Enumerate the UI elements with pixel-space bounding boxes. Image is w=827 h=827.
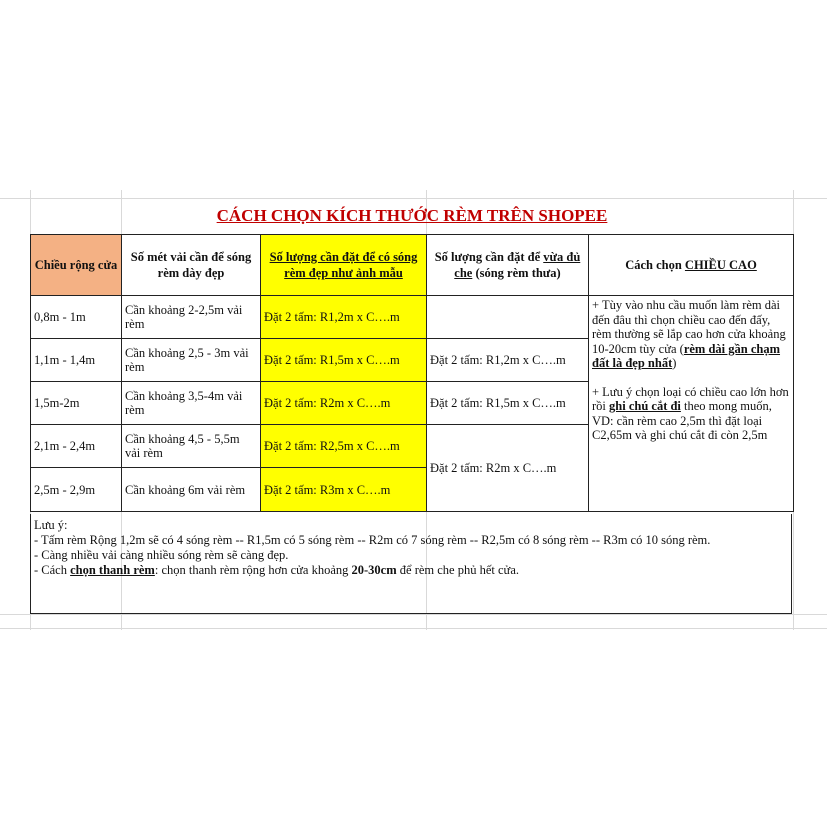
cell-nice-order: Đặt 2 tấm: R3m x C….m [261,468,427,512]
notes-line: - Càng nhiều vải càng nhiều sóng rèm sẽ càng đẹp. [34,548,289,562]
notes-line: - Tấm rèm Rộng 1,2m sẽ có 4 sóng rèm -- R1,5m có 5 sóng rèm -- R2m có 7 sóng rèm -- R2,5m có 8 sóng rèm -- R3m có 10 sóng rèm. [34,533,711,547]
cell-fabric: Cần khoảng 3,5-4m vải rèm [122,382,261,425]
cell-enough-order: Đặt 2 tấm: R2m x C….m [427,425,589,512]
cell-nice-order: Đặt 2 tấm: R2,5m x C….m [261,425,427,468]
header-row [31,235,794,296]
header-nice-order: Số lượng cần đặt để có sóng rèm đẹp như ảnh mẫu [261,235,427,296]
cell-width: 2,5m - 2,9m [31,468,122,512]
cell-fabric: Cần khoảng 2,5 - 3m vải rèm [122,339,261,382]
cell-enough-order: Đặt 2 tấm: R1,5m x C….m [427,382,589,425]
cell-fabric: Cần khoảng 6m vải rèm [122,468,261,512]
header-enough-order: Số lượng cần đặt để vừa đủ che (sóng rèm thưa) [427,235,589,296]
cell-nice-order: Đặt 2 tấm: R2m x C….m [261,382,427,425]
table-row [31,296,794,339]
gridline [0,198,827,199]
cell-enough-order: Đặt 2 tấm: R1,2m x C….m [427,339,589,382]
gridline [0,614,827,615]
cell-enough-order [427,296,589,339]
notes-line: - Cách chọn thanh rèm: chọn thanh rèm rộng hơn cửa khoảng 20-30cm để rèm che phủ hết cửa. [34,563,519,577]
header-width: Chiều rộng cửa [31,235,122,296]
gridline [0,628,827,629]
notes-heading: Lưu ý: [34,518,68,532]
cell-width: 1,1m - 1,4m [31,339,122,382]
cell-fabric: Cần khoảng 2-2,5m vải rèm [122,296,261,339]
height-guide-note: + Tùy vào nhu cầu muốn làm rèm dài đến đâu thì chọn chiều cao đến đấy, rèm thường sẽ lắp cao hơn cửa khoảng 10-20cm tùy cửa (rèm dài gần chạm đất là đẹp nhất) + Lưu ý chọn loại có chiều cao lớn hơn rồi ghi chú cắt đi theo mong muốn, VD: cần rèm cao 2,5m thì đặt loại C2,65m và ghi chú cắt đi còn 2,5m [589,296,794,512]
header-fabric: Số mét vải cần để sóng rèm dày đẹp [122,235,261,296]
cell-nice-order: Đặt 2 tấm: R1,5m x C….m [261,339,427,382]
size-table [30,234,794,512]
cell-width: 2,1m - 2,4m [31,425,122,468]
header-height: Cách chọn CHIỀU CAO [589,235,794,296]
cell-width: 0,8m - 1m [31,296,122,339]
cell-fabric: Cần khoảng 4,5 - 5,5m vải rèm [122,425,261,468]
page-title: CÁCH CHỌN KÍCH THƯỚC RÈM TRÊN SHOPEE [216,206,608,225]
cell-nice-order: Đặt 2 tấm: R1,2m x C….m [261,296,427,339]
notes-block [30,514,792,614]
cell-width: 1,5m-2m [31,382,122,425]
